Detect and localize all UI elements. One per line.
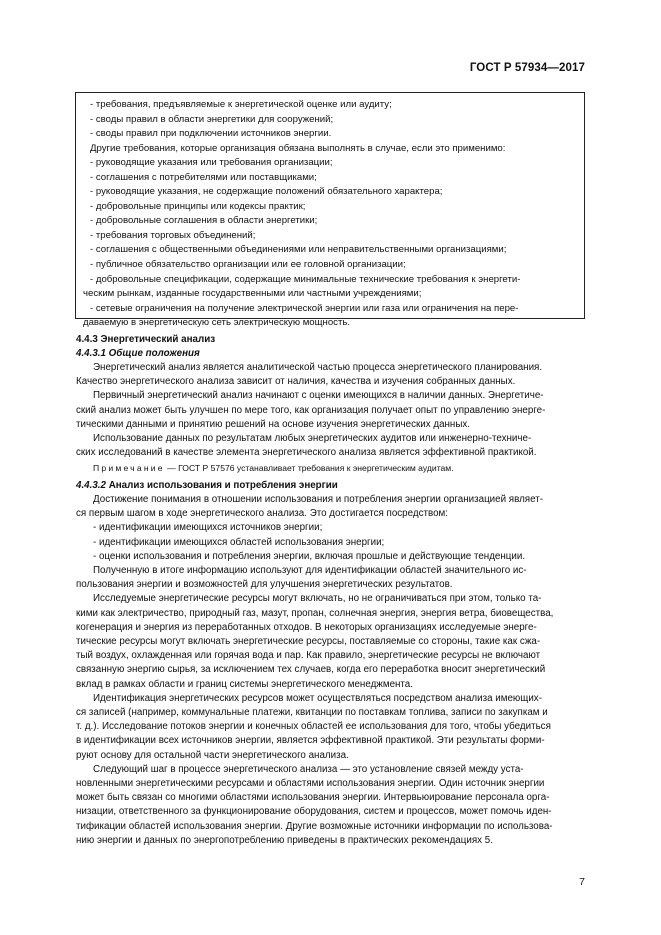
box-line: - требования, предъявляемые к энергетической оценке или аудиту; — [90, 99, 392, 110]
text-line: Использование данных по результатам любых энергетических аудитов или инженерно-техниче- — [93, 433, 532, 445]
section-number: 4.4.3.2 — [76, 480, 106, 491]
standard-designation: ГОСТ Р 57934—2017 — [469, 62, 585, 74]
text-line: ся записей (например, коммунальные платежи, квитанции по поставкам топлива, записи по закупкам и — [76, 707, 548, 719]
text-line: т. д.). Исследование потоков энергии и конечных областей ее использования для того, чтобы убедиться — [76, 721, 551, 733]
box-line: - своды правил при подключении источников энергии. — [90, 128, 332, 140]
box-line: ческим рынкам, изданные государственными или частными учреждениями; — [83, 288, 422, 300]
section-heading-4-4-3: 4.4.3 Энергетический анализ — [76, 334, 216, 345]
text-line: пользования энергии и возможностей для улучшения энергетических результатов. — [76, 579, 453, 591]
text-line: Достижение понимания в отношении использования и потребления энергии организацией являет- — [93, 494, 543, 505]
box-line: - требования торговых объединений; — [90, 229, 256, 241]
text-line: в идентификации всех источников энергии, является эффективной практикой. Эти результаты форми- — [76, 735, 545, 747]
box-line: - руководящие указания или требования организации; — [90, 157, 333, 169]
paragraph-block-general — [76, 361, 586, 460]
paragraph-block-analysis — [76, 493, 586, 848]
note-label: Примечание — [93, 463, 165, 473]
text-line: Идентификация энергетических ресурсов может осуществляться посредством анализа имеющих- — [93, 692, 542, 704]
box-line: - публичное обязательство организации или ее головной организации; — [90, 259, 406, 271]
text-line: - идентификации имеющихся источников энергии; — [93, 522, 323, 534]
text-line: ся первым шагом в ходе энергетического анализа. Это достигается посредством: — [76, 508, 448, 520]
text-line: руют основу для остальной части энергетического анализа. — [76, 749, 349, 761]
text-line: Качество энергетического анализа зависит от наличия, качества и изучения собранных данных. — [76, 376, 516, 388]
box-line: Другие требования, которые организация обязана выполнять в случае, если это применимо: — [90, 142, 506, 154]
text-line: когенерация и энергия из переработанных отходов. В некоторых организациях исследуемые энерге- — [76, 621, 537, 633]
section-heading-4-4-3-2 — [76, 480, 338, 491]
text-line: тый воздух, охлажденная или горячая вода и пар. Как правило, энергетические ресурсы не включают — [76, 650, 541, 662]
text-line: - идентификации имеющихся областей использования энергии; — [93, 536, 385, 548]
text-line: вклад в рамках области и границ системы энергетического менеджмента. — [76, 678, 413, 690]
box-line: - своды правил в области энергетики для сооружений; — [90, 113, 334, 125]
text-line: низации, ответственного за функционирование оборудования, систем и процессов, может помочь иден- — [76, 806, 552, 818]
box-line: - добровольные спецификации, содержащие минимальные технические требования к энергети- — [90, 273, 521, 285]
text-line: ских исследований в качестве элемента энергетического анализа является эффективной практикой. — [76, 447, 537, 459]
text-line: может быть связан со многими областями использования энергии. Интервьюирование персонала орга- — [76, 792, 550, 804]
box-line: - сетевые ограничения на получение электрической энергии или газа или ограничения на пере- — [90, 302, 519, 314]
page-number: 7 — [579, 876, 585, 888]
text-line: Энергетический анализ является аналитической частью процесса энергетического планирования. — [93, 362, 543, 373]
box-line: - соглашения с общественными объединениями или неправительственными организациями; — [90, 244, 507, 256]
text-line: новленными энергетическими ресурсами и областями использования энергии. Один источник энергии — [76, 778, 545, 790]
text-line: ский анализ может быть улучшен по мере того, как организация получает опыт по управлению энерге- — [76, 404, 546, 416]
section-heading-4-4-3-1: 4.4.3.1 Общие положения — [76, 348, 200, 359]
box-line: - добровольные принципы или кодексы практик; — [90, 200, 306, 212]
box-line: - руководящие указания, не содержащие положений обязательного характера; — [90, 186, 443, 198]
box-line: даваемую в энергетическую сеть электрическую мощность. — [83, 317, 351, 329]
note-text: — ГОСТ Р 57576 устанавливает требования к энергетическим аудитам. — [164, 463, 454, 473]
text-line: Следующий шаг в процессе энергетического анализа — это установление связей между уста- — [93, 763, 524, 775]
text-line: тическими данными и принятию решений на основе изучения энергетических данных. — [76, 418, 470, 430]
box-line: - добровольные соглашения в области энергетики; — [90, 215, 318, 227]
text-line: Полученную в итоге информацию используют для идентификации областей значительного ис- — [93, 565, 527, 577]
text-line: нию энергии и данных по энергопотреблению приведены в практических рекомендациях 5. — [76, 834, 493, 846]
text-line: тические ресурсы могут включать энергетические ресурсы, поставляемые со стороны, такие как сжа- — [76, 636, 541, 648]
note — [93, 463, 454, 473]
requirements-box — [75, 92, 585, 329]
text-line: тификации областей использования энергии. Другие возможные источники информации по использова- — [76, 820, 553, 832]
text-line: Исследуемые энергетические ресурсы могут включать, но не ограничиваться при этом, только та- — [93, 593, 542, 605]
box-line: - соглашения с потребителями или поставщиками; — [90, 171, 317, 183]
section-title: Анализ использования и потребления энергии — [105, 480, 338, 491]
text-line: - оценки использования и потребления энергии, включая прошлые и действующие тенденции. — [93, 550, 526, 562]
text-line: Первичный энергетический анализ начинают с оценки имеющихся в наличии данных. Энергетиче- — [93, 390, 544, 402]
text-line: кими как электричество, природный газ, мазут, пропан, солнечная энергия, энергия ветра, биовещества, — [76, 607, 554, 619]
text-line: связанную энергию сырья, за исключением тех случаев, когда его переработка вносит энергетический — [76, 664, 546, 676]
